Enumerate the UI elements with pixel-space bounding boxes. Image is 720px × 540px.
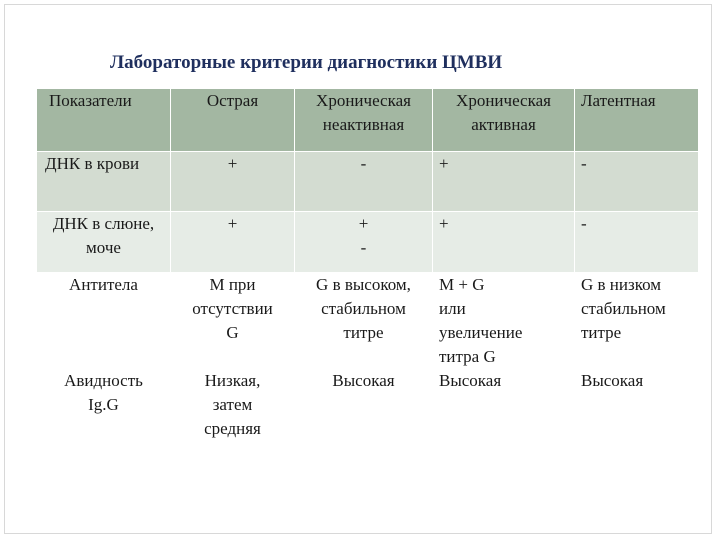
- cell-antibodies-chronic-active-line-2: или: [439, 299, 466, 318]
- cell-avidity-chronic-inactive: Высокая: [332, 371, 395, 390]
- cell-chronic-inactive-antibodies-avidity: [295, 273, 433, 518]
- cell-avidity-chronic-active: Высокая: [439, 371, 502, 390]
- cell-dna-saliva-label-line-2: моче: [86, 238, 121, 257]
- cell-antibodies-chronic-active-line-1: M + G: [439, 275, 485, 294]
- header-chronic-inactive-line-1: Хроническая: [316, 91, 411, 110]
- cell-acute-antibodies-avidity: [171, 273, 295, 518]
- table-row: [37, 273, 699, 518]
- cell-avidity-acute-line-2: затем: [212, 395, 253, 414]
- header-chronic-active-line-2: активная: [471, 115, 536, 134]
- cell-latent-antibodies-avidity: [575, 273, 699, 518]
- slide-title: Лабораторные критерии диагностики ЦМВИ: [110, 52, 503, 73]
- header-acute: Острая: [171, 89, 295, 152]
- cell-dna-saliva-chronic-inactive: [295, 212, 433, 273]
- cell-antibodies-chronic-active-line-4: титра G: [439, 347, 496, 366]
- cell-antibodies-acute-line-2: отсутствии: [192, 299, 273, 318]
- header-chronic-inactive-line-2: неактивная: [322, 115, 405, 134]
- cell-dna-saliva-chronic-active: +: [433, 212, 575, 273]
- table-row: [37, 212, 699, 273]
- header-chronic-inactive: [295, 89, 433, 152]
- cell-dna-blood-latent: -: [575, 152, 699, 212]
- cell-antibodies-latent-line-1: G в низком: [581, 275, 662, 294]
- header-chronic-active-line-1: Хроническая: [456, 91, 551, 110]
- cell-antibodies-acute-line-1: M при: [209, 275, 256, 294]
- header-indicators: Показатели: [37, 89, 171, 152]
- cell-antibodies-chronic-inactive-line-1: G в высоком,: [316, 275, 411, 294]
- cell-antibodies-chronic-active-line-3: увеличение: [439, 323, 523, 342]
- cell-dna-blood-chronic-active: +: [433, 152, 575, 212]
- cell-antibodies-latent-line-3: титре: [581, 323, 622, 342]
- cell-antibodies-avidity-labels: [37, 273, 171, 518]
- cell-dna-blood-chronic-inactive: -: [295, 152, 433, 212]
- cell-dna-saliva-label-line-1: ДНК в слюне,: [52, 214, 155, 233]
- cell-avidity-label-line-1: Авидность: [64, 371, 143, 390]
- table-row: [37, 152, 699, 212]
- cell-dna-saliva-latent: -: [575, 212, 699, 273]
- header-latent: Латентная: [575, 89, 699, 152]
- cell-dna-blood-label: ДНК в крови: [37, 152, 171, 212]
- cell-antibodies-label: Антитела: [69, 275, 138, 294]
- cell-antibodies-latent-line-2: стабильном: [581, 299, 666, 318]
- cell-antibodies-acute-line-3: G: [226, 323, 239, 342]
- cell-dna-saliva-chronic-inactive-line-1: +: [358, 214, 369, 233]
- header-chronic-active: [433, 89, 575, 152]
- cell-chronic-active-antibodies-avidity: [433, 273, 575, 518]
- cell-dna-saliva-acute: +: [171, 212, 295, 273]
- cell-dna-saliva-chronic-inactive-line-2: -: [360, 238, 367, 257]
- cell-avidity-acute-line-3: средняя: [204, 419, 261, 438]
- cell-avidity-label-line-2: Ig.G: [88, 395, 119, 414]
- cell-antibodies-chronic-inactive-line-2: стабильном: [321, 299, 406, 318]
- cell-dna-saliva-label: [37, 212, 171, 273]
- cell-antibodies-chronic-inactive-line-3: титре: [343, 323, 384, 342]
- cell-dna-blood-acute: +: [171, 152, 295, 212]
- cell-avidity-acute-line-1: Низкая,: [204, 371, 261, 390]
- criteria-table: [36, 88, 699, 518]
- header-row: [37, 89, 699, 152]
- cell-avidity-latent: Высокая: [581, 371, 644, 390]
